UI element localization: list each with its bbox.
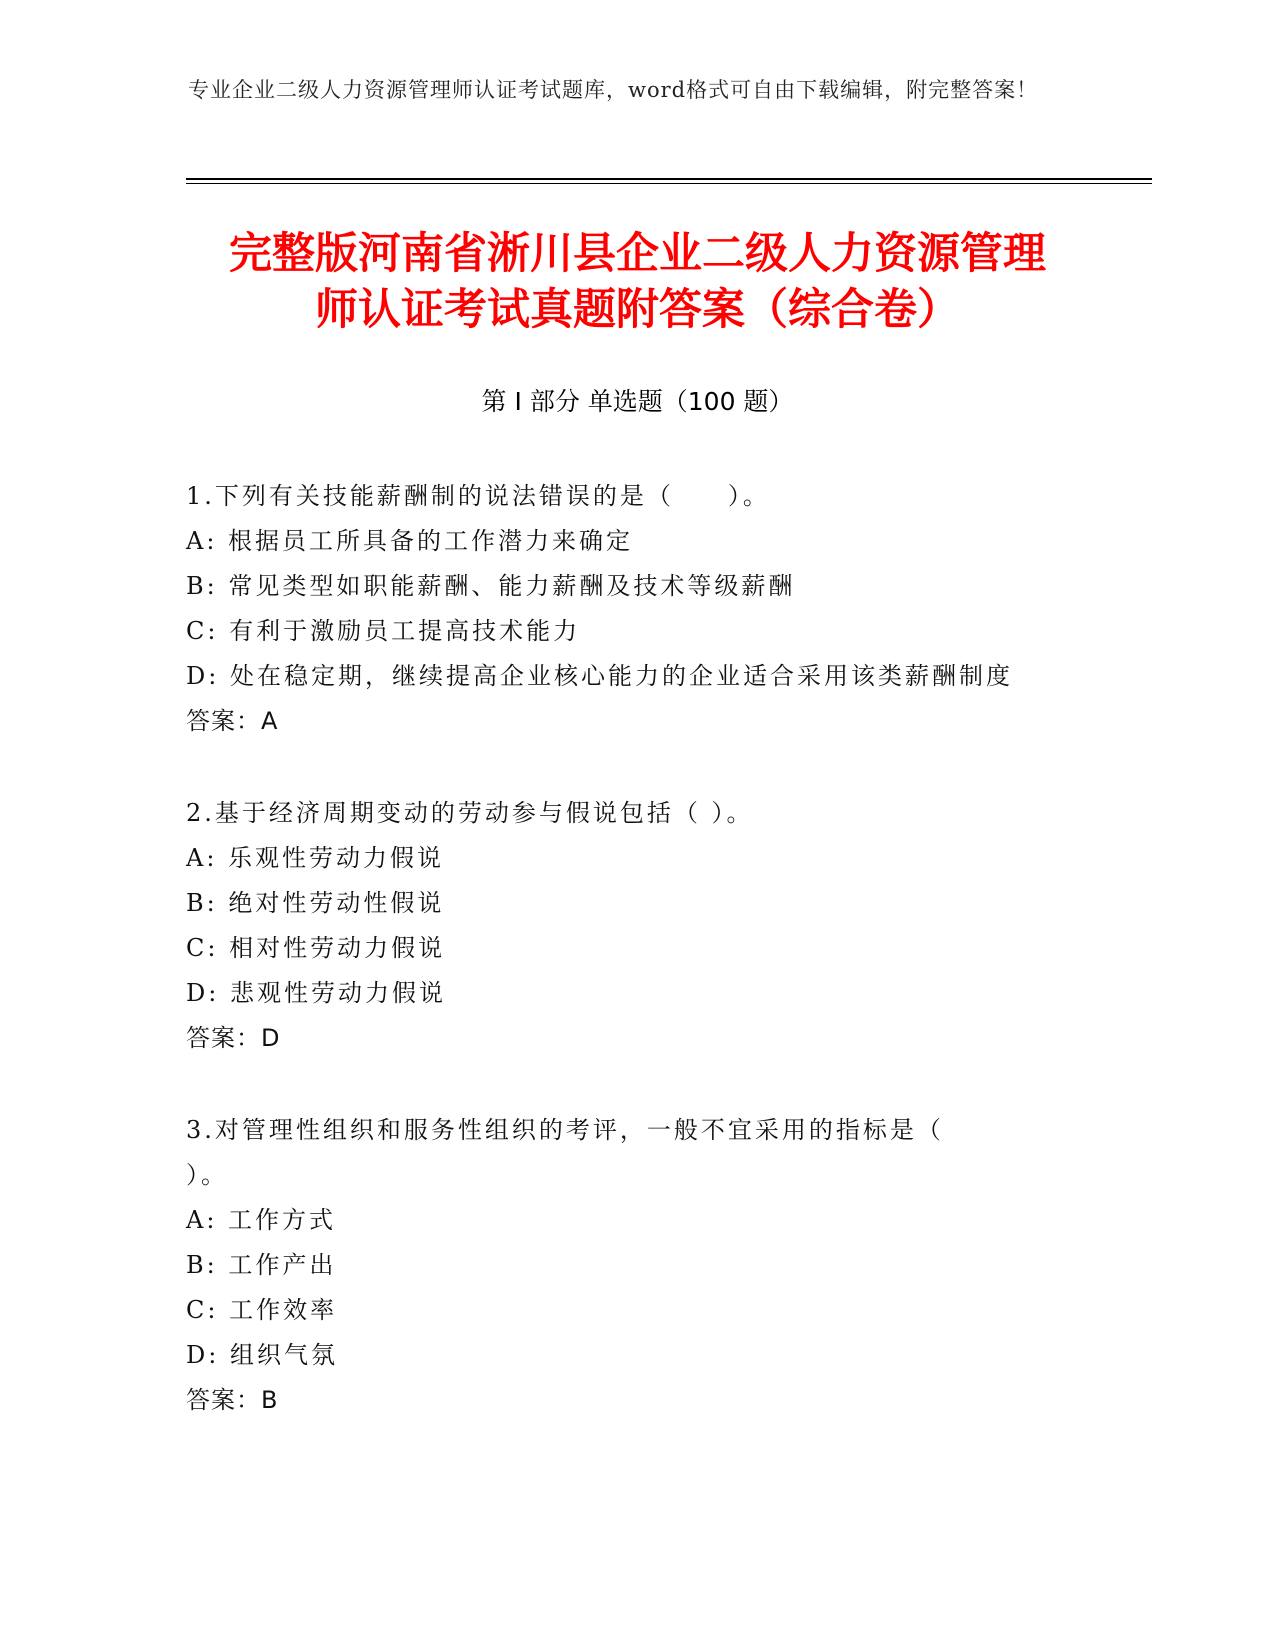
answer-label: 答案：D: [186, 1024, 281, 1052]
option-b: B: 绝对性劳动性假说: [186, 889, 445, 917]
option-d: D: 处在稳定期，继续提高企业核心能力的企业适合采用该类薪酬制度: [186, 662, 1013, 690]
question-stem: 1.下列有关技能薪酬制的说法错误的是（ ）。: [186, 482, 770, 510]
section-heading: 第 I 部分 单选题（100 题）: [481, 387, 794, 416]
question-stem: 2.基于经济周期变动的劳动参与假说包括（ ）。: [186, 799, 754, 827]
option-a: A: 乐观性劳动力假说: [186, 844, 445, 872]
question-stem-line-1: 3.对管理性组织和服务性组织的考评，一般不宜采用的指标是（: [186, 1116, 944, 1144]
answer-label: 答案：B: [186, 1386, 279, 1414]
option-b: B: 常见类型如职能薪酬、能力薪酬及技术等级薪酬: [186, 572, 796, 600]
document-title: [150, 226, 1125, 338]
question-1: [186, 474, 1086, 744]
header-note: 专业企业二级人力资源管理师认证考试题库，word格式可自由下载编辑，附完整答案！: [188, 78, 1039, 102]
option-c: C: 有利于激励员工提高技术能力: [186, 617, 581, 645]
option-c: C: 相对性劳动力假说: [186, 934, 446, 962]
answer-label: 答案：A: [186, 707, 279, 735]
title-line-1: 完整版河南省淅川县企业二级人力资源管理: [229, 229, 1046, 279]
option-b: B: 工作产出: [186, 1251, 337, 1279]
question-3: [186, 1108, 1086, 1423]
question-stem-line-2: ）。: [186, 1161, 228, 1189]
header-rule-thin: [186, 183, 1152, 184]
header-rule-thick: [186, 178, 1152, 180]
question-list: [186, 474, 1086, 1423]
option-d: D: 悲观性劳动力假说: [186, 979, 446, 1007]
title-line-2: 师认证考试真题附答案（综合卷）: [315, 285, 960, 335]
option-d: D: 组织气氛: [186, 1341, 338, 1369]
option-c: C: 工作效率: [186, 1296, 338, 1324]
option-a: A: 工作方式: [186, 1206, 337, 1234]
question-2: [186, 791, 1086, 1061]
option-a: A: 根据员工所具备的工作潜力来确定: [186, 527, 634, 555]
